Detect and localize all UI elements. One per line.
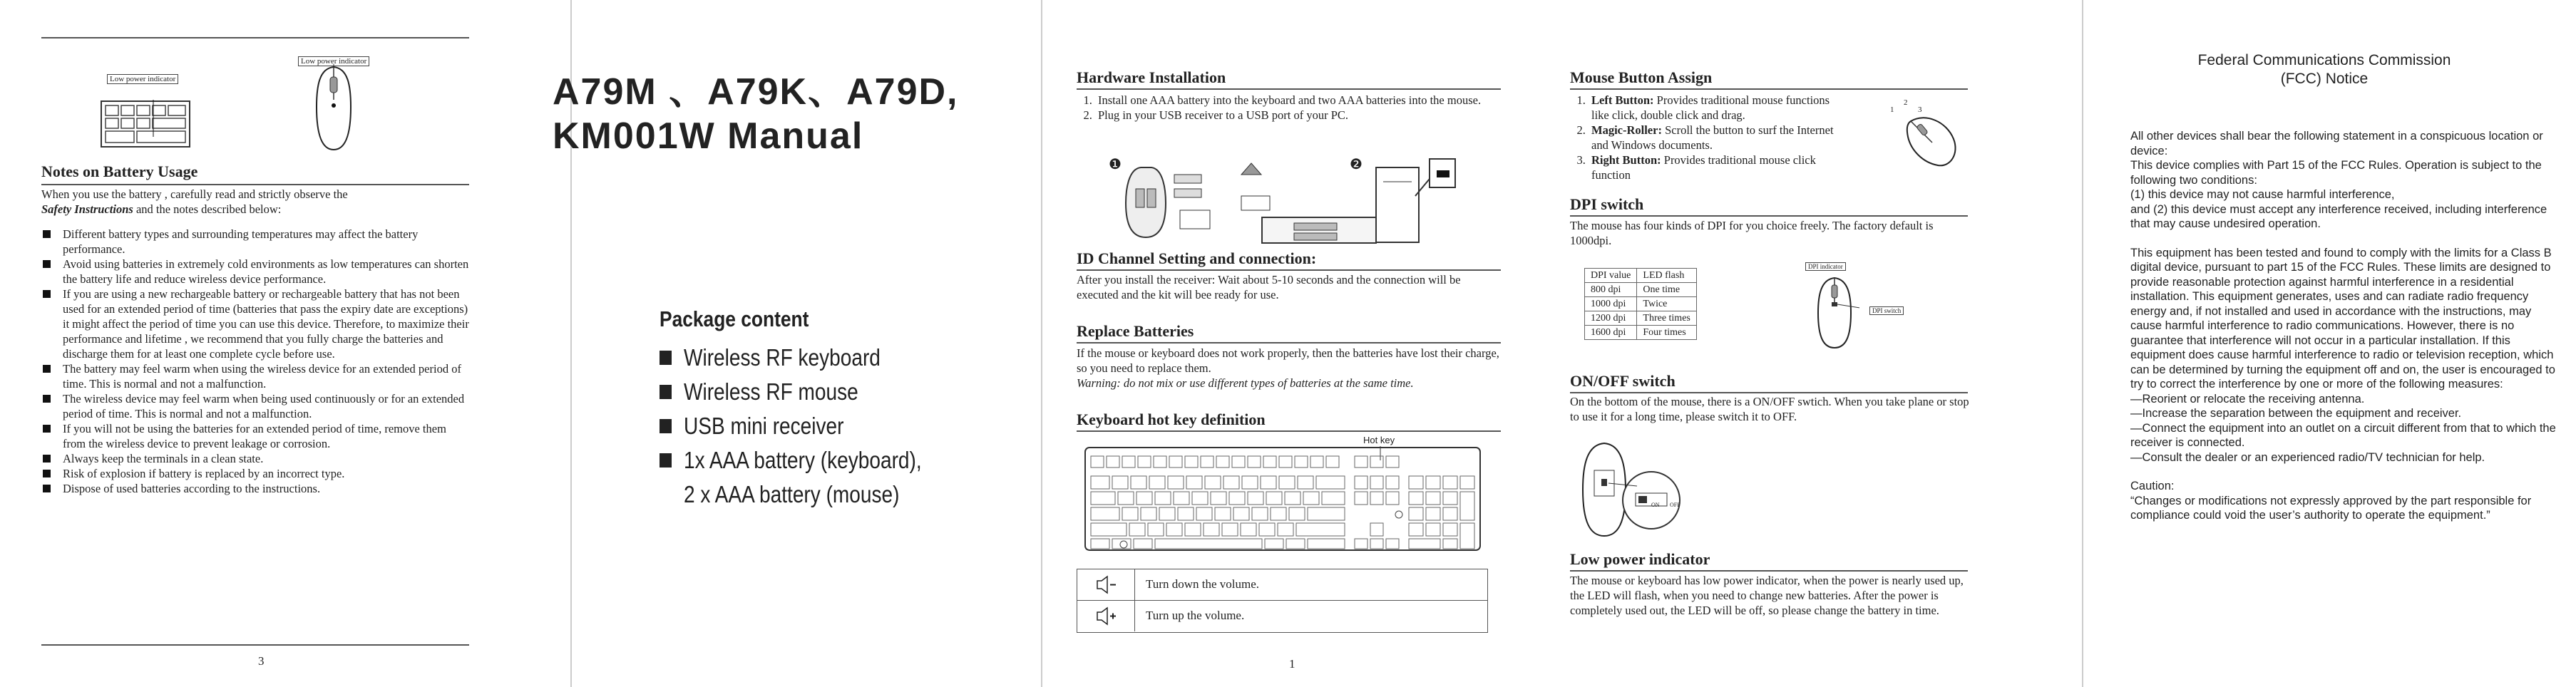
dpi-table-row: 1200 dpi Three times	[1585, 311, 1697, 326]
mouse-button-illustration	[1882, 100, 1968, 171]
hotkey-rule	[1077, 430, 1501, 432]
low-power-rule	[1570, 570, 1968, 572]
fcc-paragraph: This equipment has been tested and found to comply with the limits for a Class B digital device, pursuant to part 15 of the FCC Rules. These limits are designed to provide reasonable protection against harmful interference in a residential installation. This equipment generates, uses and can radiate radio frequency energy and, if not installed and used in accordance with the instructions, may cause harmful interference to radio communications. However, there is no guarantee that interference will not occur in a particular installation. If this equipment does cause harmful interference to radio or television reception, which can be determined by turning the equipment off and on, the user is encouraged to try to correct the interference by one or more of the following measures: —Reorient or relocate the receiving antenna. —Increase the separation between the equipment and receiver. —Connect the equipment into an outlet on a circuit different from that to which the receiver is connected. —Consult the dealer or an experienced radio/TV technician for help.	[2130, 246, 2556, 464]
manual-title-line1: A79M 、A79K、A79D,	[553, 71, 959, 113]
mouse-button-title: Mouse Button Assign	[1570, 68, 1713, 86]
mouse-button-item: 3. Right Button: Provides traditional mouse click function	[1589, 153, 1848, 182]
onoff-rule	[1570, 392, 1968, 393]
volume-up-text: Turn up the volume.	[1146, 609, 1245, 622]
replace-text: If the mouse or keyboard does not work properly, then the batteries have lost their charge, so you need to replace them.	[1077, 346, 1499, 375]
package-item: 1x AAA battery (keyboard),	[660, 443, 922, 477]
low-power-indicator-label-mouse: Low power indicator	[298, 56, 369, 66]
id-channel-text: After you install the receiver: Wait about 5-10 seconds and the connection will be executed and the kit will bee ready for use.	[1077, 273, 1461, 301]
callout-1: 1	[1890, 105, 1894, 114]
callout-3: 3	[1918, 105, 1922, 114]
dpi-indicator-label: DPI indicator	[1805, 262, 1846, 271]
battery-note: Avoid using batteries in extremely cold environments as low temperatures can shorten the battery life and reduce wireless device performance.	[41, 257, 469, 286]
onoff-mouse-illustration	[1569, 436, 1754, 543]
install-illustration	[1116, 153, 1472, 246]
volume-down-text: Turn down the volume.	[1146, 577, 1259, 591]
replace-batteries-title: Replace Batteries	[1077, 322, 1194, 340]
dpi-title: DPI switch	[1570, 195, 1644, 213]
dpi-table-row: 1600 dpi Four times	[1585, 326, 1697, 340]
mouse-illustration	[312, 64, 355, 153]
battery-note: If you will not be using the batteries for an extended period of time, remove them from the wireless device to prevent leakage or corrosion.	[41, 421, 469, 451]
battery-notes-title: Notes on Battery Usage	[41, 162, 198, 180]
package-item: USB mini receiver	[660, 409, 922, 443]
battery-note: The wireless device may feel warm when being used continuously or for an extended period of time. This is normal and not a malfunction.	[41, 391, 469, 421]
low-power-title: Low power indicator	[1570, 550, 1710, 568]
fcc-body	[2130, 129, 2558, 537]
onoff-text: On the bottom of the mouse, there is a ON/OFF swtich. When you take plane or stop to use it for a long time, please switch it to OFF.	[1570, 395, 1969, 423]
battery-intro-tail: and the notes described below:	[135, 202, 282, 216]
package-item: Wireless RF mouse	[660, 375, 922, 409]
dpi-switch-label: DPI switch	[1869, 306, 1904, 315]
manual-title	[553, 70, 959, 158]
dpi-table-row: 800 dpi One time	[1585, 283, 1697, 297]
id-channel-title: ID Channel Setting and connection:	[1077, 249, 1317, 267]
battery-note: Dispose of used batteries according to the instructions.	[41, 481, 469, 496]
fcc-title	[2139, 51, 2510, 88]
dpi-text: The mouse has four kinds of DPI for you choice freely. The factory default is 1000dpi.	[1570, 219, 1934, 247]
figure-number-2: ❷	[1350, 157, 1363, 172]
hardware-step: 2. Plug in your USB receiver to a USB port of your PC.	[1095, 108, 1501, 123]
fcc-title-line1: Federal Communications Commission	[2197, 52, 2451, 68]
id-channel-rule	[1077, 269, 1501, 271]
fcc-title-line2: (FCC) Notice	[2280, 71, 2369, 87]
mouse-button-list	[1570, 93, 1848, 182]
keyboard-layout-illustration	[1084, 446, 1483, 553]
replace-rule	[1077, 342, 1501, 344]
hotkey-row-volume-down	[1077, 569, 1487, 601]
page-number-3: 3	[258, 654, 265, 668]
hardware-step: 1. Install one AAA battery into the keyboard and two AAA batteries into the mouse.	[1095, 93, 1501, 108]
keyboard-battery-illustration	[100, 100, 193, 150]
hardware-rule	[1077, 88, 1501, 90]
package-item: Wireless RF keyboard	[660, 341, 922, 375]
volume-down-icon	[1077, 569, 1135, 600]
battery-note: Always keep the terminals in a clean state.	[41, 451, 469, 466]
hotkey-title: Keyboard hot key definition	[1077, 410, 1266, 428]
page-number-1: 1	[1289, 657, 1295, 671]
manual-title-line2: KM001W Manual	[553, 115, 864, 157]
hardware-title: Hardware Installation	[1077, 68, 1226, 86]
fcc-paragraph: All other devices shall bear the following statement in a conspicuous location or device: This device complies with Part 15 of the FCC Rules. Operation is subject to the following two conditions: (1) this device may not cause harmful interference, and (2) this device must accept any interference received, including interference that may cause undesired operation.	[2130, 130, 2547, 230]
battery-intro	[41, 187, 469, 217]
mouse-button-rule	[1570, 88, 1968, 90]
package-item-continued: 2 x AAA battery (mouse)	[684, 481, 900, 507]
figure-number-1: ❶	[1109, 157, 1122, 172]
hardware-steps	[1077, 93, 1501, 123]
hot-key-label: Hot key	[1363, 435, 1395, 445]
volume-up-icon	[1077, 601, 1135, 631]
battery-note: Risk of explosion if battery is replaced by an incorrect type.	[41, 466, 469, 481]
dpi-rule	[1570, 215, 1968, 217]
mouse-button-item: 1. Left Button: Provides traditional mouse functions like click, double click and drag.	[1589, 93, 1848, 123]
low-power-text: The mouse or keyboard has low power indicator, when the power is nearly used up, the LED will flash, when you need to change new batteries. After the power is completely used out, the LED will be off, so please change the battery in time.	[1570, 574, 1964, 617]
low-power-indicator-label-keyboard: Low power indicator	[107, 74, 178, 84]
package-content-title: Package content	[660, 306, 809, 331]
package-content-list	[660, 341, 968, 512]
mouse-button-item: 2. Magic-Roller: Scroll the button to surf the Internet and Windows documents.	[1589, 123, 1848, 153]
battery-note: The battery may feel warm when using the wireless device for an extended period of time. This is normal and not a malfunction.	[41, 361, 469, 391]
hotkey-row-volume-up	[1077, 601, 1487, 631]
dpi-table-header: DPI value LED flash	[1585, 269, 1697, 283]
on-label: ON	[1651, 502, 1660, 508]
top-rule	[41, 37, 469, 38]
bottom-rule	[41, 644, 469, 646]
battery-note: Different battery types and surrounding temperatures may affect the battery performance.	[41, 227, 469, 257]
dpi-table	[1584, 268, 1697, 340]
replace-warning: Warning: do not mix or use different types of batteries at the same time.	[1077, 376, 1414, 390]
battery-title-rule	[41, 184, 469, 185]
fcc-caution: Caution: “Changes or modifications not expressly approved by the part responsible for compliance could void the user’s authority to operate the equipment.”	[2130, 480, 2532, 522]
battery-intro-text: When you use the battery , carefully read and strictly observe the	[41, 187, 348, 201]
dpi-table-row: 1000 dpi Twice	[1585, 297, 1697, 311]
battery-notes-list	[41, 227, 469, 496]
callout-2: 2	[1904, 98, 1908, 107]
battery-note: If you are using a new rechargeable battery or rechargeable battery that has not been used for an extended period of time (batteries that pass the expiry date are exceptions) it might affect the period of time you can use this device. Therefore, to maximize their performance and lifetime , we recommend that you fully charge the batteries and discharge them for at least one complete cycle before use.	[41, 286, 469, 361]
off-label: OFF	[1670, 502, 1680, 508]
dpi-mouse-illustration	[1810, 274, 1859, 352]
safety-instructions-em: Safety Instructions	[41, 202, 133, 216]
hotkey-table	[1077, 569, 1488, 633]
onoff-title: ON/OFF switch	[1570, 372, 1676, 390]
